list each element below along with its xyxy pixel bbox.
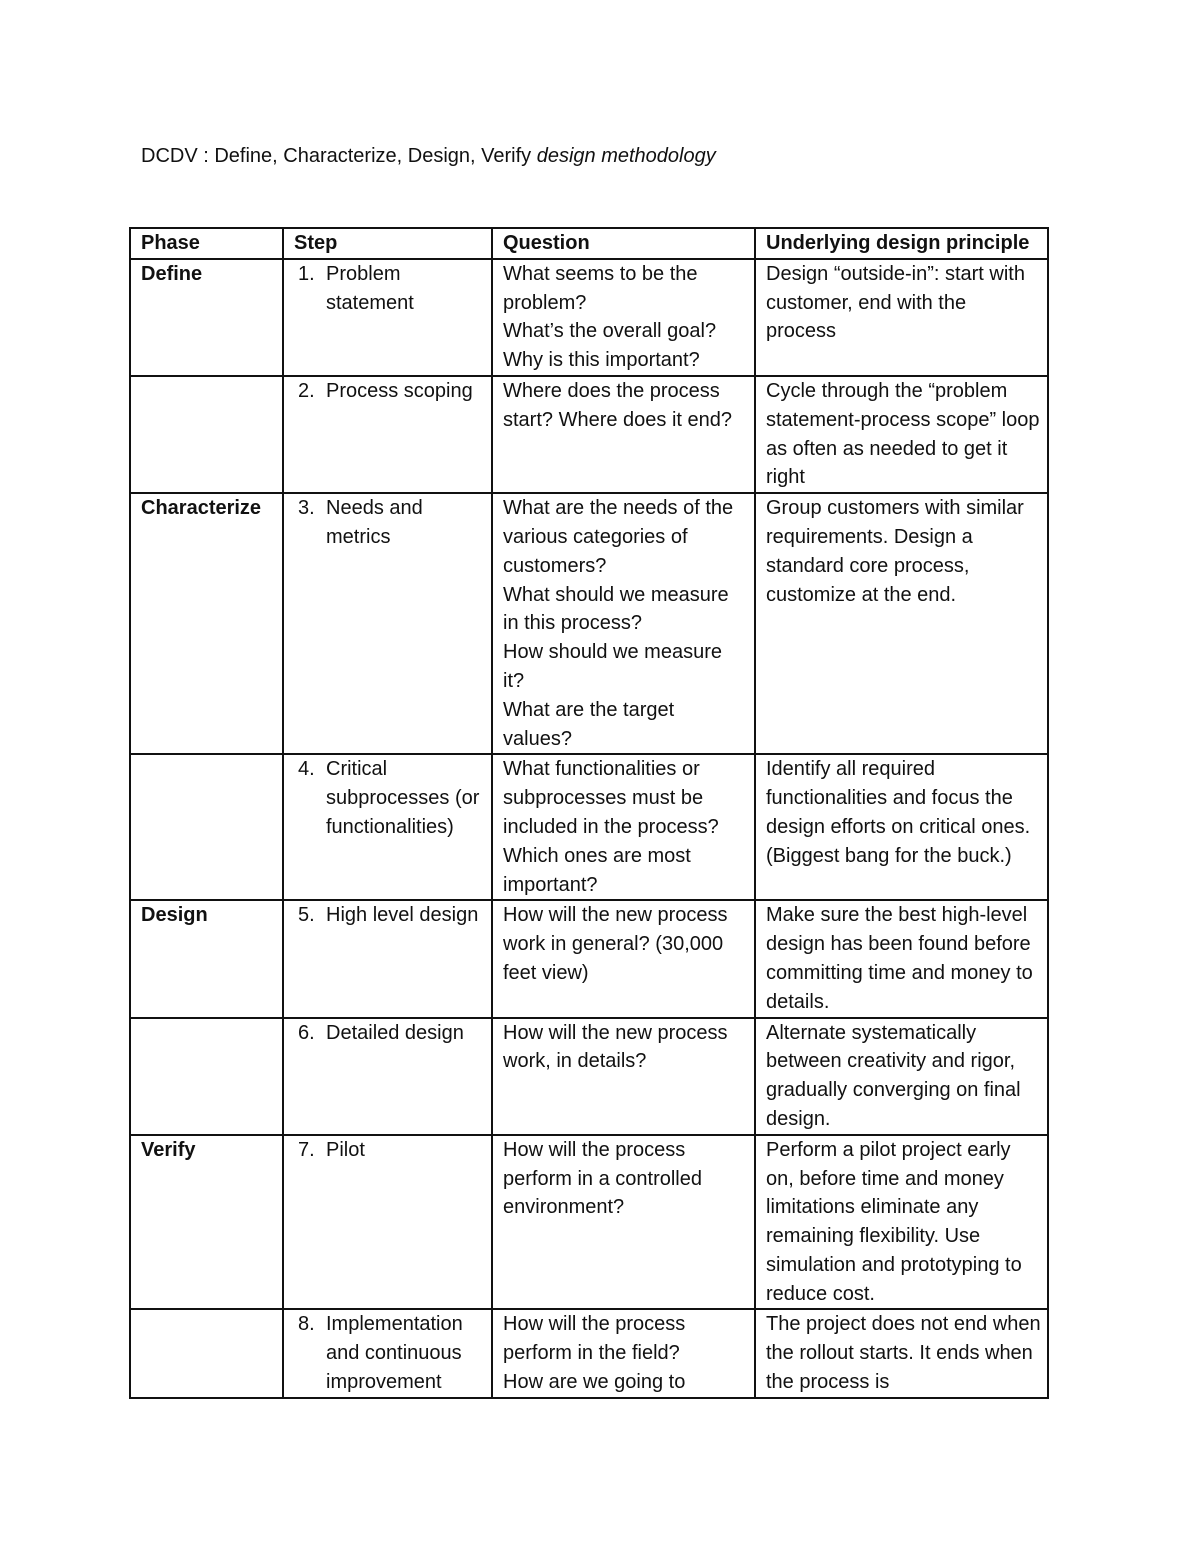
step-number: 2.: [298, 379, 315, 402]
step-label: Detailed design: [326, 1021, 464, 1044]
question-line: How should we measure it?: [503, 641, 722, 692]
table-header-row: [130, 228, 1048, 259]
principle-cell: Alternate systematically between creativity and rigor, gradually converging on final design.: [755, 1018, 1048, 1135]
step-label: Needs and metrics: [326, 497, 423, 548]
question-line: What functionalities or subprocesses must be included in the process?: [503, 758, 719, 838]
principle-cell: Cycle through the “problem statement-process scope” loop as often as needed to get it right: [755, 376, 1048, 493]
table-row: [130, 1018, 1048, 1135]
question-line: How will the new process work, in details?: [503, 1021, 728, 1073]
question-line: What are the target values?: [503, 698, 675, 750]
question-line: How will the new process work in general? (30,000 feet view): [503, 904, 728, 984]
phase-cell: Define: [130, 259, 283, 376]
question-line: Which ones are most important?: [503, 844, 691, 896]
step-cell: [283, 376, 492, 493]
phase-cell: Verify: [130, 1135, 283, 1310]
table-row: [130, 376, 1048, 493]
step-cell: [283, 1018, 492, 1135]
step-label: Pilot: [326, 1138, 365, 1161]
question-cell: [492, 754, 755, 900]
phase-cell: Characterize: [130, 493, 283, 754]
step-label: Implementation and continuous improvement: [326, 1313, 463, 1394]
step-cell: [283, 754, 492, 900]
header-step: Step: [283, 228, 492, 259]
principle-cell: Perform a pilot project early on, before time and money limitations eliminate any remaining flexibility. Use simulation and prototyping to reduce cost.: [755, 1135, 1048, 1310]
principle-cell: Group customers with similar requirements. Design a standard core process, customize at the end.: [755, 493, 1048, 754]
table-row: [130, 1135, 1048, 1310]
question-cell: [492, 900, 755, 1017]
step-number: 3.: [298, 497, 315, 520]
title-text: DCDV : Define, Characterize, Design, Verify: [141, 145, 537, 167]
question-cell: [492, 376, 755, 493]
phase-cell: [130, 754, 283, 900]
phase-cell: [130, 1309, 283, 1397]
question-line: How will the process perform in a controlled environment?: [503, 1138, 702, 1219]
table-row: [130, 1309, 1048, 1397]
question-line: What seems to be the problem?: [503, 262, 698, 314]
header-phase: Phase: [130, 228, 283, 259]
question-line: What are the needs of the various categories of customers?: [503, 497, 734, 577]
principle-cell: The project does not end when the rollout starts. It ends when the process is: [755, 1309, 1048, 1397]
step-cell: [283, 1309, 492, 1397]
step-number: 4.: [298, 758, 315, 781]
step-number: 5.: [298, 904, 315, 927]
table-row: [130, 754, 1048, 900]
phase-cell: [130, 1018, 283, 1135]
step-number: 7.: [298, 1138, 315, 1161]
question-line: How will the process perform in the field?: [503, 1313, 686, 1365]
methodology-table: [129, 227, 1049, 1399]
header-question: Question: [492, 228, 755, 259]
step-cell: [283, 1135, 492, 1310]
question-line: What should we measure in this process?: [503, 583, 729, 635]
question-line: What’s the overall goal?: [503, 320, 717, 343]
header-principle: Underlying design principle: [755, 228, 1048, 259]
table-row: [130, 900, 1048, 1017]
document-title: [141, 143, 716, 169]
step-cell: [283, 493, 492, 754]
question-cell: [492, 259, 755, 376]
principle-cell: Make sure the best high-level design has been found before committing time and money to details.: [755, 900, 1048, 1017]
phase-cell: Design: [130, 900, 283, 1017]
question-line: Why is this important?: [503, 349, 700, 372]
question-cell: [492, 493, 755, 754]
title-italic-text: design methodology: [536, 145, 716, 167]
principle-cell: Identify all required functionalities and focus the design efforts on critical ones. (Biggest bang for the buck.): [755, 754, 1048, 900]
question-cell: [492, 1135, 755, 1310]
step-label: High level design: [326, 904, 479, 927]
principle-cell: Design “outside-in”: start with customer, end with the process: [755, 259, 1048, 376]
question-cell: [492, 1309, 755, 1397]
question-line: Where does the process start? Where does it end?: [503, 379, 733, 431]
step-number: 6.: [298, 1021, 315, 1044]
step-number: 8.: [298, 1313, 315, 1336]
table-row: [130, 259, 1048, 376]
step-cell: [283, 259, 492, 376]
step-label: Problem statement: [326, 262, 414, 314]
question-cell: [492, 1018, 755, 1135]
step-number: 1.: [298, 262, 315, 285]
step-label: Critical subprocesses (or functionalities): [326, 758, 480, 838]
table-row: [130, 493, 1048, 754]
question-line: How are we going to: [503, 1371, 686, 1394]
phase-cell: [130, 376, 283, 493]
step-cell: [283, 900, 492, 1017]
step-label: Process scoping: [326, 379, 473, 402]
